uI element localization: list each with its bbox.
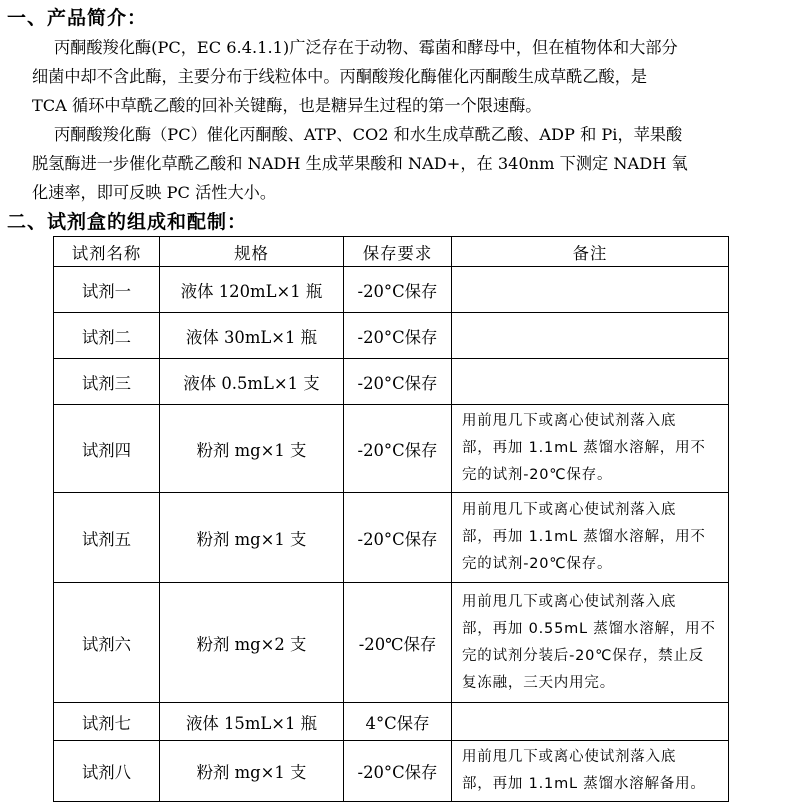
cell-storage: -20℃保存: [344, 583, 452, 703]
cell-spec: 粉剂 mg×2 支: [160, 583, 344, 703]
cell-note: [452, 741, 729, 802]
table-header-row: [54, 237, 729, 267]
note-line: 用前甩几下或离心使试剂落入底: [462, 749, 677, 765]
cell-storage: -20°C保存: [344, 359, 452, 405]
table-row: [54, 703, 729, 741]
cell-note: [452, 359, 729, 405]
table-row: [54, 583, 729, 703]
note-line: 部，再加 1.1mL 蒸馏水溶解，用不: [462, 440, 706, 456]
cell-storage: -20°C保存: [344, 493, 452, 583]
table-row: [54, 741, 729, 802]
section1-heading: 一、产品简介：: [7, 7, 148, 29]
section1-paragraph1: [32, 33, 790, 120]
header-name: 试剂名称: [54, 237, 160, 267]
header-spec: 规格: [160, 237, 344, 267]
cell-note: [452, 267, 729, 313]
cell-spec: 粉剂 mg×1 支: [160, 493, 344, 583]
note-line: 完的试剂-20℃保存。: [462, 467, 613, 483]
header-note: 备注: [452, 237, 729, 267]
cell-spec: 粉剂 mg×1 支: [160, 741, 344, 802]
reagent-kit-table: [53, 236, 729, 802]
table-row: [54, 493, 729, 583]
paragraph-line: TCA 循环中草酰乙酸的回补关键酶，也是糖异生过程的第一个限速酶。: [32, 96, 542, 115]
note-line: 部，再加 1.1mL 蒸馏水溶解，用不: [462, 529, 706, 545]
cell-note: [452, 405, 729, 493]
note-line: 部，再加 1.1mL 蒸馏水溶解备用。: [462, 776, 706, 792]
cell-storage: -20°C保存: [344, 313, 452, 359]
paragraph-line: 丙酮酸羧化酶（PC）催化丙酮酸、ATP、CO2 和水生成草酰乙酸、ADP 和 Pi，苹果酸: [54, 125, 683, 144]
header-storage: 保存要求: [344, 237, 452, 267]
cell-storage: -20°C保存: [344, 741, 452, 802]
cell-name: 试剂四: [54, 405, 160, 493]
cell-spec: 液体 15mL×1 瓶: [160, 703, 344, 741]
cell-name: 试剂三: [54, 359, 160, 405]
cell-spec: 液体 0.5mL×1 支: [160, 359, 344, 405]
table-row: [54, 405, 729, 493]
cell-name: 试剂八: [54, 741, 160, 802]
cell-note: [452, 493, 729, 583]
table-row: [54, 359, 729, 405]
cell-name: 试剂六: [54, 583, 160, 703]
section2-heading: 二、试剂盒的组成和配制：: [7, 211, 248, 233]
cell-note: [452, 583, 729, 703]
cell-storage: -20°C保存: [344, 267, 452, 313]
cell-note: [452, 313, 729, 359]
cell-spec: 液体 120mL×1 瓶: [160, 267, 344, 313]
paragraph-line: 丙酮酸羧化酶(PC，EC 6.4.1.1)广泛存在于动物、霉菌和酵母中，但在植物体和大部分: [54, 38, 678, 57]
note-line: 完的试剂分装后-20℃保存，禁止反: [462, 647, 705, 664]
table-row: [54, 313, 729, 359]
cell-name: 试剂二: [54, 313, 160, 359]
note-line: 用前甩几下或离心使试剂落入底: [462, 593, 677, 610]
cell-note: [452, 703, 729, 741]
note-line: 用前甩几下或离心使试剂落入底: [462, 502, 677, 518]
section1-paragraph2: [32, 120, 790, 207]
table-row: [54, 267, 729, 313]
paragraph-line: 细菌中却不含此酶，主要分布于线粒体中。丙酮酸羧化酶催化丙酮酸生成草酰乙酸，是: [32, 67, 648, 86]
cell-storage: -20°C保存: [344, 405, 452, 493]
cell-name: 试剂五: [54, 493, 160, 583]
note-line: 完的试剂-20℃保存。: [462, 556, 613, 572]
cell-storage: 4°C保存: [344, 703, 452, 741]
paragraph-line: 脱氢酶进一步催化草酰乙酸和 NADH 生成苹果酸和 NAD+，在 340nm 下测定 NADH 氧: [32, 154, 688, 173]
cell-spec: 粉剂 mg×1 支: [160, 405, 344, 493]
paragraph-line: 化速率，即可反映 PC 活性大小。: [32, 183, 277, 202]
note-line: 用前甩几下或离心使试剂落入底: [462, 413, 677, 429]
cell-name: 试剂七: [54, 703, 160, 741]
note-line: 部，再加 0.55mL 蒸馏水溶解，用不: [462, 620, 716, 637]
cell-name: 试剂一: [54, 267, 160, 313]
cell-spec: 液体 30mL×1 瓶: [160, 313, 344, 359]
note-line: 复冻融，三天内用完。: [462, 674, 615, 691]
